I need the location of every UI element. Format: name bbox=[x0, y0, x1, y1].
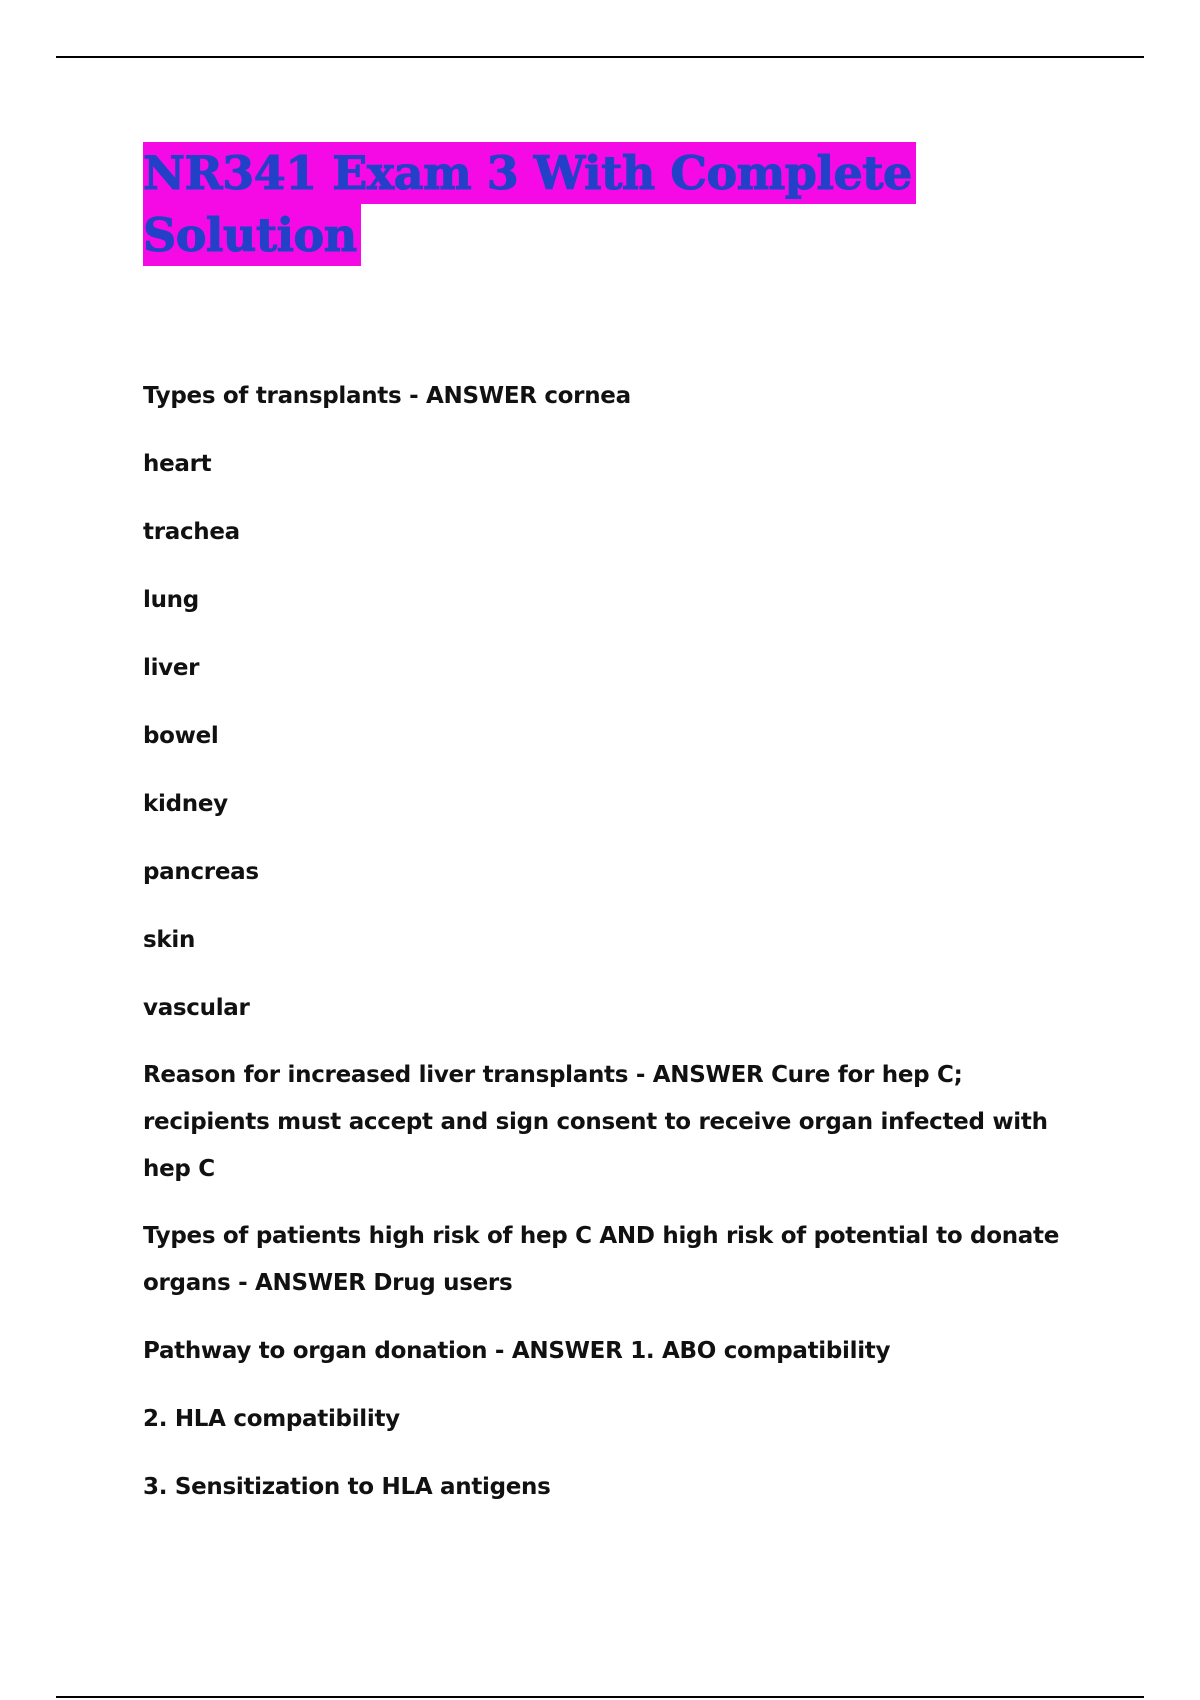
qa-line: Types of transplants - ANSWER cornea bbox=[143, 383, 631, 409]
qa-line: pancreas bbox=[143, 859, 259, 885]
qa-line: heart bbox=[143, 451, 212, 477]
title-line-1: NR341 Exam 3 With Complete bbox=[143, 142, 916, 204]
footer-rule bbox=[56, 1696, 1144, 1698]
qa-line: Pathway to organ donation - ANSWER 1. ABO compatibility bbox=[143, 1338, 891, 1364]
qa-line: liver bbox=[143, 655, 200, 681]
qa-line: Types of patients high risk of hep C AND high risk of potential to donate organs - ANSWER Drug users bbox=[143, 1223, 1059, 1296]
document-body bbox=[143, 372, 1083, 1531]
qa-line: lung bbox=[143, 587, 199, 613]
qa-line: Reason for increased liver transplants - ANSWER Cure for hep C; recipients must accept and sign consent to receive organ infected with hep C bbox=[143, 1062, 1048, 1182]
qa-line: 3. Sensitization to HLA antigens bbox=[143, 1474, 551, 1500]
qa-line: 2. HLA compatibility bbox=[143, 1406, 400, 1432]
qa-line: bowel bbox=[143, 723, 219, 749]
qa-line: skin bbox=[143, 927, 196, 953]
title-line-2: Solution bbox=[143, 204, 361, 266]
qa-line: kidney bbox=[143, 791, 228, 817]
document-title bbox=[143, 142, 1043, 266]
qa-line: trachea bbox=[143, 519, 240, 545]
header-rule bbox=[56, 56, 1144, 58]
qa-line: vascular bbox=[143, 995, 250, 1021]
